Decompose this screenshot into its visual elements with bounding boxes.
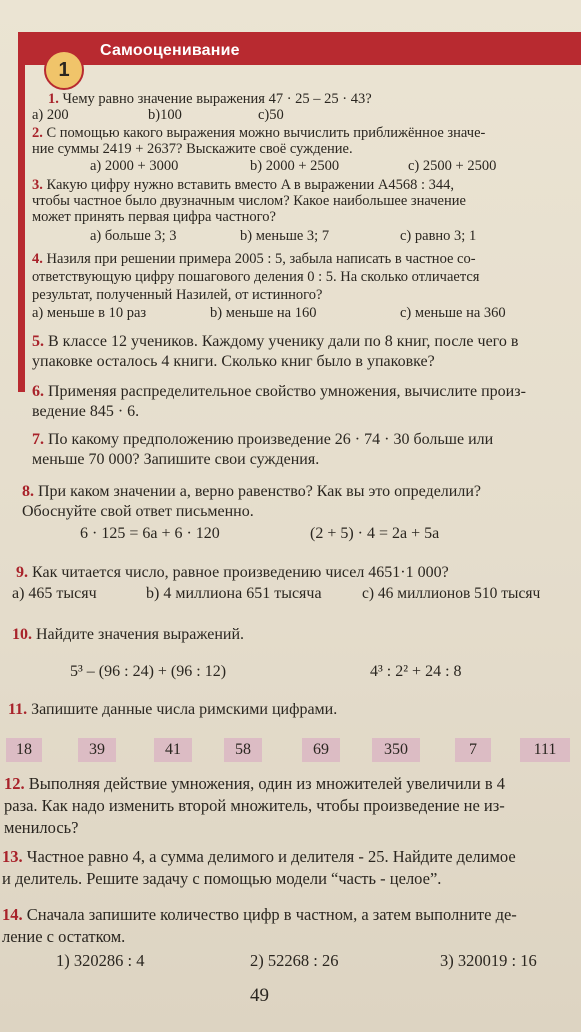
question-text-line: ние суммы 2419 + 2637? Выскажите своё суждение.: [32, 141, 353, 157]
question-text: Запишите данные числа римскими цифрами.: [31, 701, 338, 718]
question-text-line: Применяя распределительное свойство умножения, вычислите произ-: [48, 383, 526, 400]
question-text-line: Сначала запишите количество цифр в частном, а затем выполните де-: [26, 905, 517, 924]
question-text-line: упаковке осталось 4 книги. Сколько книг было в упаковке?: [32, 353, 435, 370]
question-number: 1.: [48, 91, 59, 107]
section-title: Самооценивание: [100, 42, 240, 59]
option-b: b) 2000 + 2500: [250, 158, 340, 174]
question-11: [8, 700, 337, 720]
question-number: 8.: [22, 483, 34, 500]
section-number-badge: 1: [44, 50, 84, 90]
question-number: 13.: [2, 847, 23, 866]
question-text-line: По какому предположению произведение 26 · 74 · 30 больше или: [48, 431, 494, 448]
expression-2: 4³ : 2² + 24 : 8: [370, 663, 462, 680]
question-text-line: Какую цифру нужно вставить вместо A в выражении A4568 : 344,: [46, 177, 454, 193]
question-text-line: и делитель. Решите задачу с помощью модели “часть - целое”.: [2, 869, 442, 888]
option-a: a) 465 тысяч: [12, 585, 97, 602]
question-text-line: может принять первая цифра частного?: [32, 209, 276, 225]
question-number: 5.: [32, 333, 44, 350]
question-number: 3.: [32, 177, 43, 193]
question-text-line: ведение 845 · 6.: [32, 403, 140, 420]
question-text-line: раза. Как надо изменить второй множитель, чтобы произведение не из-: [4, 796, 505, 815]
question-text-line: менилось?: [4, 818, 79, 837]
question-text-line: С помощью какого выражения можно вычислить приближённое значе-: [46, 125, 486, 141]
question-number: 14.: [2, 905, 23, 924]
equation-1: 6 · 125 = 6a + 6 · 120: [80, 525, 220, 542]
option-b: b) меньше на 160: [210, 305, 317, 321]
number-chip: 58: [224, 738, 262, 762]
expression-1: 5³ – (96 : 24) + (96 : 12): [70, 663, 227, 680]
page-number: 49: [250, 985, 269, 1006]
option-c: c) равно 3; 1: [400, 228, 477, 244]
question-number: 12.: [4, 774, 25, 793]
question-text-line: ответствующую цифру пошагового деления 0 : 5. На сколько отличается: [32, 269, 480, 285]
question-text: Найдите значения выражений.: [36, 626, 245, 643]
question-text-line: Назиля при решении примера 2005 : 5, забыла написать в частное со-: [46, 251, 476, 267]
option-a: a) 200: [32, 107, 69, 123]
option-b: b) меньше 3; 7: [240, 228, 330, 244]
option-a: a) 2000 + 3000: [90, 158, 179, 174]
option-b: b) 4 миллиона 651 тысяча: [146, 585, 322, 602]
question-number: 2.: [32, 125, 43, 141]
question-text: Как читается число, равное произведению чисел 4651·1 000?: [32, 564, 449, 581]
number-chip: 111: [520, 738, 570, 762]
question-text-line: При каком значении a, верно равенство? Как вы это определили?: [38, 483, 481, 500]
question-text: Чему равно значение выражения 47 · 25 – 25 · 43?: [62, 91, 372, 107]
question-text-line: Обоснуйте свой ответ письменно.: [22, 503, 254, 520]
number-chip: 69: [302, 738, 340, 762]
question-9: [16, 563, 449, 583]
question-text-line: чтобы частное было двузначным числом? Какое наибольшее значение: [32, 193, 466, 209]
option-a: a) меньше в 10 раз: [32, 305, 147, 321]
equation-2: (2 + 5) · 4 = 2a + 5a: [310, 525, 440, 542]
number-chip: 18: [6, 738, 42, 762]
question-6: [32, 382, 526, 402]
option-a: a) больше 3; 3: [90, 228, 177, 244]
question-number: 9.: [16, 564, 28, 581]
question-13: [2, 846, 516, 868]
question-text-line: ление с остатком.: [2, 927, 126, 946]
number-chip: 7: [455, 738, 491, 762]
option-c: c) 2500 + 2500: [408, 158, 497, 174]
question-text-line: меньше 70 000? Запишите свои суждения.: [32, 451, 320, 468]
question-5: [32, 332, 518, 352]
question-text-line: результат, полученный Назилей, от истинного?: [32, 287, 323, 303]
question-8: [22, 482, 481, 502]
question-14: [2, 904, 517, 926]
task-2: 2) 52268 : 26: [250, 951, 339, 970]
question-number: 7.: [32, 431, 44, 448]
task-1: 1) 320286 : 4: [56, 951, 145, 970]
question-number: 11.: [8, 701, 28, 718]
question-1: [48, 90, 372, 108]
option-c: c)50: [258, 107, 284, 123]
question-number: 10.: [12, 626, 32, 643]
option-b: b)100: [148, 107, 182, 123]
number-chip: 41: [154, 738, 192, 762]
number-chip: 350: [372, 738, 420, 762]
question-text-line: В классе 12 учеников. Каждому ученику дали по 8 книг, после чего в: [48, 333, 519, 350]
question-12: [4, 773, 505, 795]
option-c: c) меньше на 360: [400, 305, 506, 321]
question-4: [32, 250, 476, 268]
option-c: c) 46 миллионов 510 тысяч: [362, 585, 541, 602]
task-3: 3) 320019 : 16: [440, 951, 537, 970]
question-text-line: Частное равно 4, а сумма делимого и делителя - 25. Найдите делимое: [26, 847, 516, 866]
question-10: [12, 625, 244, 645]
number-chip: 39: [78, 738, 116, 762]
question-text-line: Выполняя действие умножения, один из множителей увеличили в 4: [28, 774, 506, 793]
question-7: [32, 430, 493, 450]
question-number: 6.: [32, 383, 44, 400]
question-number: 4.: [32, 251, 43, 267]
